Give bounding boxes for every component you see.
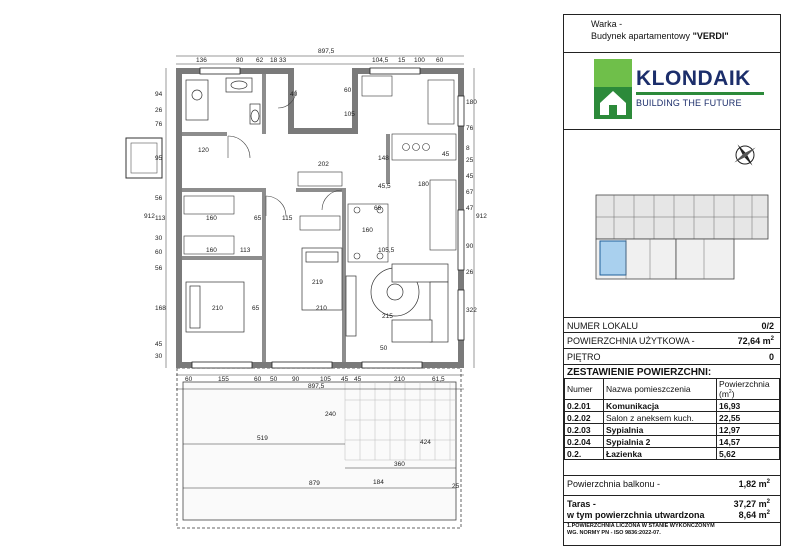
dim-top: 104,5 — [372, 57, 389, 64]
dim-right: 912 — [476, 213, 487, 220]
dim-inner: 160 — [206, 247, 217, 254]
room-area: 22,55 — [717, 412, 780, 424]
dim-inner: 60 — [344, 87, 352, 94]
project-city: Warka - — [591, 19, 623, 29]
dim-inner: 202 — [318, 161, 329, 168]
room-area: 5,62 — [717, 448, 780, 460]
unit-area-value — [738, 336, 774, 346]
dim-bottom: 105 — [320, 376, 331, 383]
dim-bottom: 155 — [218, 376, 229, 383]
dim-left: 26 — [155, 107, 163, 114]
room-number: 0.2.01 — [565, 400, 604, 412]
building-key-plan — [594, 191, 772, 283]
room-name: Sypialnia 2 — [604, 436, 717, 448]
unit-number-label: NUMER LOKALU — [567, 321, 639, 331]
kitchen — [348, 134, 456, 262]
dim-bottom: 60 — [185, 376, 193, 383]
dim-inner: 148 — [378, 155, 389, 162]
dim-right: 322 — [466, 307, 477, 314]
dim-inner: 210 — [212, 305, 223, 312]
terrace-hardened-value — [739, 510, 770, 520]
dim-top-total: 897,5 — [318, 48, 335, 55]
balcony-sup: 2 — [766, 479, 770, 485]
dim-left: 60 — [155, 249, 163, 256]
col-name: Nazwa pomieszczenia — [604, 379, 717, 400]
dim-top: 33 — [279, 57, 287, 64]
dim-left: 94 — [155, 91, 163, 98]
bathroom-fixtures — [186, 78, 260, 124]
rooms-table-header — [565, 379, 780, 400]
logo-wordmark: KLONDAIK — [636, 67, 751, 90]
col-number: Numer — [565, 379, 604, 400]
dim-top: 60 — [436, 57, 444, 64]
dim-right: 180 — [466, 99, 477, 106]
unit-area-sup: 2 — [770, 336, 774, 342]
col-area-close: ) — [731, 389, 735, 399]
terrace-hardened-label: w tym powierzchnia utwardzona — [567, 510, 705, 520]
dim-terrace: 25 — [452, 483, 460, 490]
table-row — [565, 400, 780, 412]
room-number: 0.2.04 — [565, 436, 604, 448]
balcony-row — [564, 475, 780, 492]
rooms-title: ZESTAWIENIE POWIERZCHNI: — [567, 367, 712, 378]
dim-top: 80 — [236, 57, 244, 64]
dim-inner: 45,5 — [378, 183, 391, 190]
dim-inner: 68 — [374, 205, 382, 212]
dim-left: 113 — [155, 215, 166, 222]
unit-number-row — [564, 317, 780, 333]
info-panel — [563, 14, 781, 546]
dim-inner: 105,5 — [378, 247, 395, 254]
unit-floor-value: 0 — [768, 352, 774, 362]
room-area: 12,97 — [717, 424, 780, 436]
company-logo — [564, 53, 780, 130]
dim-terrace: 519 — [257, 435, 268, 442]
dim-inner: 40 — [290, 91, 298, 98]
dim-inner: 160 — [362, 227, 373, 234]
unit-area-label: POWIERZCHNIA UŻYTKOWA - — [567, 336, 695, 346]
dim-inner: 115 — [282, 215, 293, 222]
dim-bottom: 45 — [341, 376, 349, 383]
room-name: Salon z aneksem kuch. — [604, 412, 717, 424]
balcony-value — [739, 479, 770, 489]
dim-terrace: 184 — [373, 479, 384, 486]
dim-inner: 113 — [240, 247, 251, 254]
dim-bottom-total: 897,5 — [308, 383, 325, 390]
living-room-furniture — [346, 264, 448, 342]
dim-right: 8 — [466, 145, 470, 152]
logo-underline — [636, 92, 764, 95]
table-row — [565, 412, 780, 424]
project-building-name: "VERDI" — [692, 31, 729, 41]
dim-left: 45 — [155, 341, 163, 348]
table-row — [565, 436, 780, 448]
terrace-number: 37,27 m — [733, 499, 767, 509]
footnote — [567, 523, 777, 537]
dim-right: 45 — [466, 173, 474, 180]
dim-terrace: 879 — [309, 480, 320, 487]
dim-inner: 50 — [380, 345, 388, 352]
dim-left: 912 — [144, 213, 155, 220]
dim-top: 62 — [256, 57, 264, 64]
footnote-line1: 1.POWIERZCHNIA LICZONA W STANIE WYKOŃCZONYM — [567, 523, 715, 529]
unit-area-row — [564, 333, 780, 349]
room-name: Komunikacja — [604, 400, 717, 412]
dim-bottom: 50 — [270, 376, 278, 383]
col-area — [717, 379, 780, 400]
dim-top: 100 — [414, 57, 425, 64]
project-header — [564, 15, 780, 53]
dim-left: 95 — [155, 155, 163, 162]
house-icon — [594, 59, 632, 119]
dim-bottom: 210 — [394, 376, 405, 383]
rooms-table — [564, 378, 780, 460]
room-area: 14,57 — [717, 436, 780, 448]
dim-left: 30 — [155, 353, 163, 360]
room-number: 0.2.02 — [565, 412, 604, 424]
balcony-label: Powierzchnia balkonu - — [567, 479, 661, 489]
dim-bottom: 90 — [292, 376, 300, 383]
terrace-label: Taras - — [567, 499, 596, 509]
dim-right: 26 — [466, 269, 474, 276]
dim-bottom: 60 — [254, 376, 262, 383]
dim-right: 76 — [466, 125, 474, 132]
balcony-number: 1,82 m — [738, 479, 767, 489]
unit-number-value: 0/2 — [761, 321, 774, 331]
col-area-label: Powierzchnia (m — [719, 379, 770, 399]
room-name: Sypialnia — [604, 424, 717, 436]
dim-left: 168 — [155, 305, 166, 312]
dim-inner: 160 — [206, 215, 217, 222]
project-building-prefix: Budynek apartamentowy — [591, 31, 693, 41]
dim-left: 56 — [155, 195, 163, 202]
dim-inner: 65 — [252, 305, 260, 312]
terrace-sup: 2 — [766, 499, 770, 505]
dim-left: 76 — [155, 121, 163, 128]
dim-top: 136 — [196, 57, 207, 64]
dim-inner: 210 — [316, 305, 327, 312]
dim-terrace: 240 — [325, 411, 336, 418]
table-row — [565, 424, 780, 436]
terrace-value — [734, 499, 770, 509]
dim-inner: 120 — [198, 147, 209, 154]
dim-top: 15 — [398, 57, 406, 64]
terrace-hardened-sup: 2 — [766, 510, 770, 516]
room-number: 0.2. — [565, 448, 604, 460]
dim-inner: 219 — [312, 279, 323, 286]
dim-inner: 215 — [382, 313, 393, 320]
col-area-sup: 2 — [728, 389, 732, 396]
dim-inner: 105 — [344, 111, 355, 118]
dim-bottom: 61,5 — [432, 376, 445, 383]
dim-right: 67 — [466, 189, 474, 196]
logo-tagline: BUILDING THE FUTURE — [636, 98, 742, 108]
project-building — [591, 30, 780, 42]
dim-terrace: 360 — [394, 461, 405, 468]
compass-north-icon — [731, 141, 759, 169]
footnote-line2: WG. NORMY PN - ISO 9836:2022-07. — [567, 530, 661, 536]
unit-area-number: 72,64 m — [737, 336, 771, 346]
dim-left: 30 — [155, 235, 163, 242]
dim-inner: 180 — [418, 181, 429, 188]
dim-inner: 65 — [254, 215, 262, 222]
dim-right: 25 — [466, 157, 474, 164]
dim-right: 47 — [466, 205, 474, 212]
dim-top: 18 — [270, 57, 278, 64]
room-area: 16,93 — [717, 400, 780, 412]
terrace-row — [564, 495, 780, 523]
unit-floor-row — [564, 349, 780, 365]
unit-floor-label: PIĘTRO — [567, 352, 601, 362]
dim-inner: 45 — [442, 151, 450, 158]
dim-left: 56 — [155, 265, 163, 272]
dim-right: 90 — [466, 243, 474, 250]
terrace-hardened-area — [183, 382, 456, 520]
room-name: Łazienka — [604, 448, 717, 460]
door-swings — [228, 90, 342, 216]
room-number: 0.2.03 — [565, 424, 604, 436]
dim-terrace: 424 — [420, 439, 431, 446]
table-row — [565, 448, 780, 460]
dim-bottom: 45 — [354, 376, 362, 383]
terrace-hardened-number: 8,64 m — [738, 510, 767, 520]
